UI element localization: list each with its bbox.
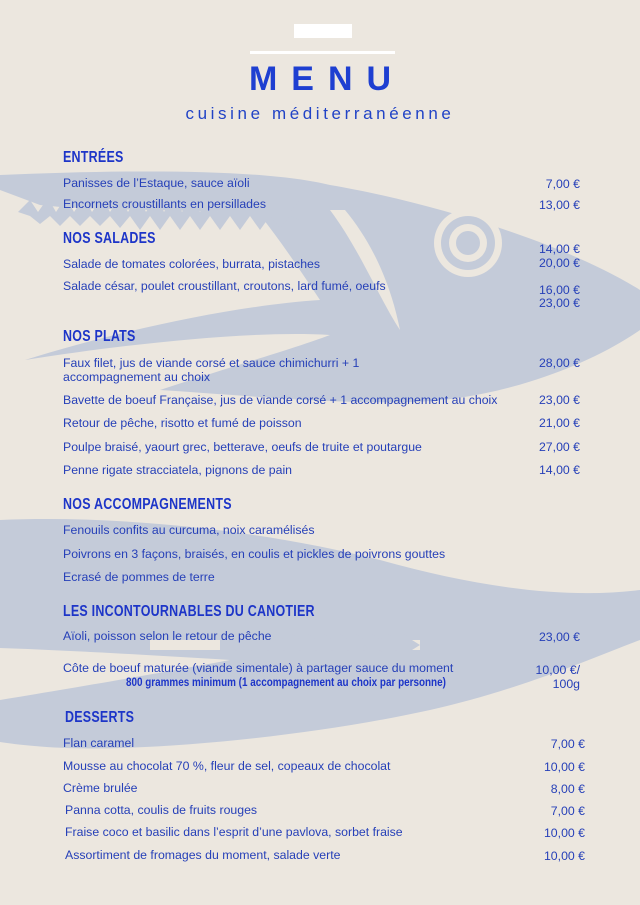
menu-item-name: accompagnement au choix	[63, 370, 210, 384]
menu-item-name: Fraise coco et basilic dans l’esprit d’une pavlova, sorbet fraise	[65, 825, 403, 839]
section-title-desserts: DESSERTS	[65, 709, 135, 726]
menu-item-name: Aïoli, poisson selon le retour de pêche	[63, 629, 272, 643]
menu-item-price: 10,00 €	[543, 826, 585, 840]
menu-item-price: 7,00 €	[545, 177, 580, 191]
menu-item-price: 16,00 €	[538, 283, 580, 297]
menu-item-name: Bavette de boeuf Française, jus de viande corsé + 1 accompagnement au choix	[63, 393, 498, 407]
menu-item-name: Salade de tomates colorées, burrata, pistaches	[63, 257, 321, 271]
menu-item-price: 20,00 €	[538, 256, 580, 270]
menu-item-price: 13,00 €	[538, 198, 580, 212]
menu-item-price: 100g	[552, 677, 580, 691]
section-title-incontournables: LES INCONTOURNABLES DU CANOTIER	[63, 603, 315, 620]
section-title-salades: NOS SALADES	[63, 230, 156, 247]
section-title-accompagnements: NOS ACCOMPAGNEMENTS	[63, 496, 232, 513]
menu-item-name: Penne rigate stracciatela, pignons de pain	[63, 463, 293, 477]
menu-item-price: 23,00 €	[538, 393, 580, 407]
menu-item-price: 23,00 €	[538, 296, 580, 310]
menu-item-price: 21,00 €	[538, 416, 580, 430]
menu-subtitle: cuisine méditerranéenne	[185, 104, 455, 123]
menu-item-price: 27,00 €	[538, 440, 580, 454]
menu-item-name: Panisses de l’Estaque, sauce aïoli	[63, 176, 250, 190]
menu-item-note: 800 grammes minimum (1 accompagnement au choix par personne)	[126, 677, 446, 689]
section-title-entrees: ENTRÉES	[63, 149, 124, 166]
menu-item-price: 10,00 €	[543, 849, 585, 863]
menu-item-name: Ecrasé de pommes de terre	[63, 570, 215, 584]
menu-item-name: Côte de boeuf maturée (viande simentale) à partager sauce du moment	[63, 661, 454, 675]
menu-item-name: Retour de pêche, risotto et fumé de poisson	[63, 416, 302, 430]
section-title-plats: NOS PLATS	[63, 328, 136, 345]
menu-item-price: 10,00 €	[543, 760, 585, 774]
menu-item-name: Flan caramel	[63, 736, 135, 750]
menu-item-price: 14,00 €	[538, 242, 580, 256]
menu-item-price: 23,00 €	[538, 630, 580, 644]
menu-item-name: Salade césar, poulet croustillant, croutons, lard fumé, oeufs	[63, 279, 386, 293]
top-decor-bar	[294, 24, 352, 38]
menu-item-name: Poulpe braisé, yaourt grec, betterave, oeufs de truite et poutargue	[63, 440, 422, 454]
menu-item-name: Panna cotta, coulis de fruits rouges	[65, 803, 258, 817]
menu-item-price: 8,00 €	[550, 782, 585, 796]
menu-title: MENU	[248, 60, 406, 98]
menu-item-name: Assortiment de fromages du moment, salade verte	[65, 848, 341, 862]
menu-item-name: Faux filet, jus de viande corsé et sauce chimichurri + 1	[63, 356, 360, 370]
menu-item-price: 7,00 €	[550, 737, 585, 751]
menu-item-name: Poivrons en 3 façons, braisés, en coulis et pickles de poivrons gouttes	[63, 547, 446, 561]
menu-item-price: 7,00 €	[550, 804, 585, 818]
menu-item-name: Encornets croustillants en persillades	[63, 197, 267, 211]
menu-item-name: Crème brulée	[63, 781, 138, 795]
menu-item-price: 28,00 €	[538, 356, 580, 370]
top-decor-line	[250, 51, 395, 54]
menu-item-price: 10,00 €/	[535, 663, 580, 677]
menu-item-name: Mousse au chocolat 70 %, fleur de sel, copeaux de chocolat	[63, 759, 391, 773]
menu-item-name: Fenouils confits au curcuma, noix caramélisés	[63, 523, 315, 537]
menu-item-price: 14,00 €	[538, 463, 580, 477]
